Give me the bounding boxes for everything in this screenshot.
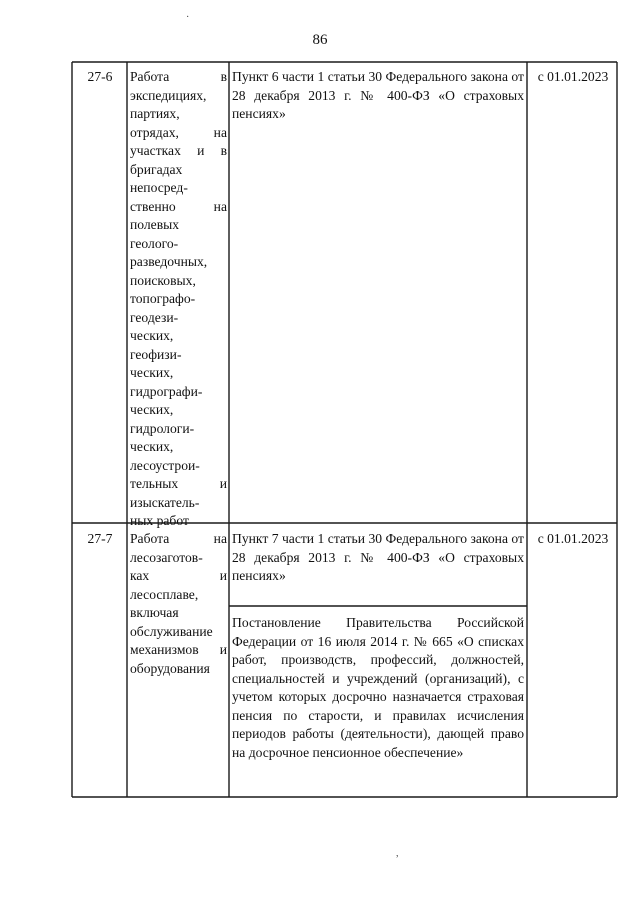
work-line: тельных и <box>130 476 227 491</box>
work-description-27-6 <box>130 68 227 531</box>
work-line: полевых <box>130 217 180 232</box>
work-line: включая <box>130 605 179 620</box>
work-line: обслуживание <box>130 623 213 639</box>
work-line: геодези- <box>130 309 179 325</box>
work-line: изыскатель- <box>130 494 200 510</box>
row-code-27-7: 27-7 <box>87 531 113 546</box>
work-line: бригадах <box>130 161 183 177</box>
scan-mark-bottom: , <box>396 848 399 859</box>
effective-date-27-7: с 01.01.2023 <box>537 531 609 546</box>
work-description-27-7 <box>130 530 227 678</box>
work-line: механизмов и <box>130 642 227 657</box>
work-line: оборудования <box>130 660 210 676</box>
work-line: геолого- <box>130 235 179 251</box>
legal-basis-27-7-item-2: Постановление Правительства Российской Федерации от 16 июля 2014 г. № 665 «О списках работ, производств, профессий, должностей, специальностей и учреждений (организаций), с учетом которых досрочно назначается страховая пенсия по старости, и правилах исчисления периодов работы (деятельности), дающей право на досрочное пенсионное обеспечение» <box>232 615 524 760</box>
work-line: лесосплаве, <box>130 586 199 602</box>
work-line: ческих, <box>130 402 174 417</box>
work-line: ческих, <box>130 328 174 343</box>
work-line: непосред- <box>130 180 188 195</box>
legal-basis-27-7-item-1: Пункт 7 части 1 статьи 30 Федерального закона от 28 декабря 2013 г. № 400-ФЗ «О страховых пенсиях» <box>232 531 524 583</box>
work-line: участках и в <box>130 143 227 158</box>
work-line: разведочных, <box>130 254 208 269</box>
scan-mark-top: · <box>186 12 190 23</box>
work-line: гидрологи- <box>130 420 195 436</box>
work-line: поисковых, <box>130 272 196 288</box>
page-number: 86 <box>312 32 328 48</box>
work-line: партиях, <box>130 106 180 121</box>
work-line: лесозаготов- <box>130 549 203 565</box>
work-line: ках и <box>130 568 227 583</box>
work-line: Работа в <box>130 69 227 84</box>
work-line: ных работ <box>130 513 189 528</box>
work-line: лесоустрои- <box>130 457 200 473</box>
work-line: отрядах, на <box>130 124 227 140</box>
work-line: ческих, <box>130 365 174 380</box>
work-line: гидрографи- <box>130 383 203 399</box>
work-line: топографо- <box>130 291 196 306</box>
legal-basis-27-6: Пункт 6 части 1 статьи 30 Федерального закона от 28 декабря 2013 г. № 400-ФЗ «О страховых пенсиях» <box>232 69 524 121</box>
work-line: Работа на <box>130 531 227 546</box>
row-code-27-6: 27-6 <box>87 69 113 84</box>
effective-date-27-6: с 01.01.2023 <box>537 69 609 84</box>
work-line: ственно на <box>130 198 227 214</box>
work-line: экспедициях, <box>130 87 207 103</box>
work-line: геофизи- <box>130 346 182 362</box>
work-line: ческих, <box>130 439 174 454</box>
